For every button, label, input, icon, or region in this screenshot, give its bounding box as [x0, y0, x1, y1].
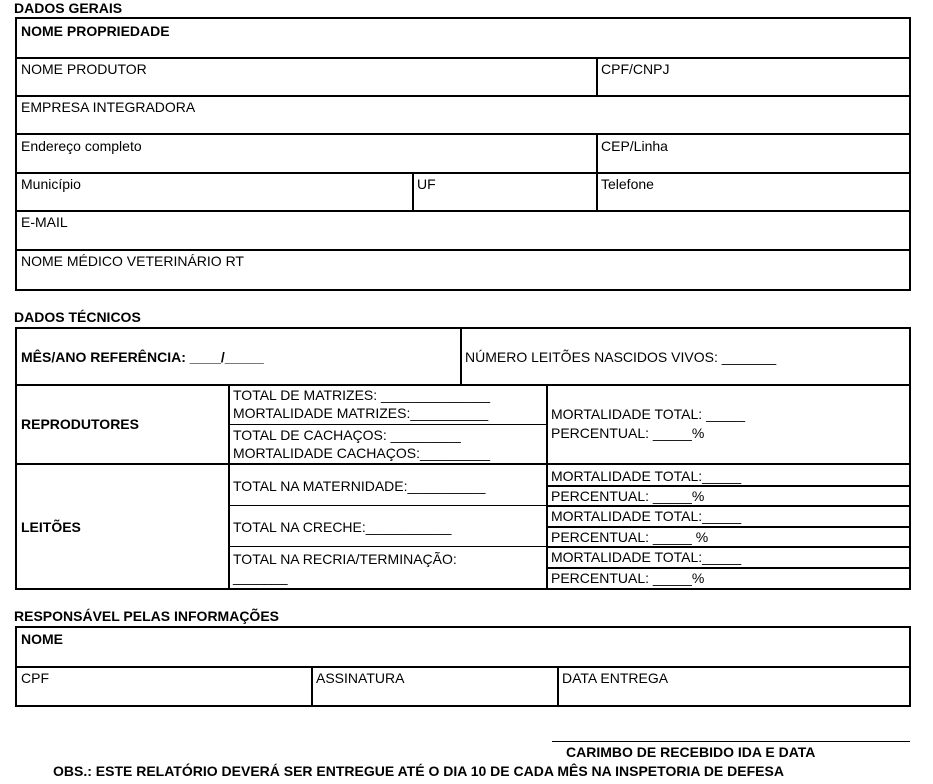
row-divider [228, 505, 548, 506]
row-divider [15, 57, 911, 59]
label-reprodutores: REPRODUTORES [21, 416, 139, 432]
field-total-matrizes[interactable]: TOTAL DE MATRIZES: ______________ [233, 387, 491, 403]
field-mortalidade-matrizes[interactable]: MORTALIDADE MATRIZES:__________ [233, 405, 489, 421]
field-total-recria-terminacao[interactable]: TOTAL NA RECRIA/TERMINAÇÃO: [233, 551, 457, 567]
field-rep-mortalidade-total[interactable]: MORTALIDADE TOTAL: _____ [551, 406, 746, 422]
row-divider [546, 526, 911, 528]
row-divider [15, 210, 911, 212]
field-email[interactable]: E-MAIL [21, 214, 68, 230]
field-data-entrega[interactable]: DATA ENTREGA [562, 670, 669, 686]
col-divider [311, 666, 313, 707]
field-mes-ano-referencia[interactable]: MÊS/ANO REFERÊNCIA: ____/_____ [21, 349, 264, 365]
row-divider [546, 485, 911, 487]
field-endereco[interactable]: Endereço completo [21, 138, 142, 154]
row-divider [546, 567, 911, 569]
row-divider [15, 133, 911, 135]
field-responsavel-nome[interactable]: NOME [21, 631, 63, 647]
field-municipio[interactable]: Município [21, 176, 81, 192]
field-total-cachacos[interactable]: TOTAL DE CACHAÇOS: _________ [233, 427, 461, 443]
section-title-dados-tecnicos: DADOS TÉCNICOS [14, 309, 141, 325]
field-telefone[interactable]: Telefone [601, 176, 654, 192]
field-assinatura[interactable]: ASSINATURA [316, 670, 405, 686]
field-recria-percentual[interactable]: PERCENTUAL: _____% [551, 570, 705, 586]
col-divider [228, 384, 230, 590]
row-divider [546, 505, 911, 507]
field-total-recria-blank[interactable]: _______ [233, 569, 288, 585]
field-rep-percentual[interactable]: PERCENTUAL: _____% [551, 425, 705, 441]
row-divider [15, 384, 911, 386]
field-total-maternidade[interactable]: TOTAL NA MATERNIDADE:__________ [233, 478, 486, 494]
field-empresa-integradora[interactable]: EMPRESA INTEGRADORA [21, 99, 196, 115]
row-divider [15, 463, 911, 465]
col-divider [546, 384, 548, 590]
row-divider [546, 546, 911, 548]
row-divider [15, 666, 911, 668]
field-mortalidade-cachacos[interactable]: MORTALIDADE CACHAÇOS:_________ [233, 445, 491, 461]
field-uf[interactable]: UF [417, 176, 436, 192]
col-divider [596, 57, 598, 97]
field-creche-mortalidade-total[interactable]: MORTALIDADE TOTAL:_____ [551, 508, 742, 524]
field-responsavel-cpf[interactable]: CPF [21, 670, 49, 686]
col-divider [557, 666, 559, 707]
col-divider [412, 172, 414, 212]
section-title-responsavel: RESPONSÁVEL PELAS INFORMAÇÕES [14, 608, 280, 624]
observation-note: OBS.: ESTE RELATÓRIO DEVERÁ SER ENTREGUE ATÉ O DIA 10 DE CADA MÊS NA INSPETORIA DE DEFESA [53, 763, 784, 779]
stamp-label: CARIMBO DE RECEBIDO IDA E DATA [566, 744, 816, 760]
label-leitoes: LEITÕES [21, 519, 81, 535]
field-cep-linha[interactable]: CEP/Linha [601, 138, 668, 154]
field-medico-veterinario[interactable]: NOME MÉDICO VETERINÁRIO RT [21, 253, 244, 269]
col-divider [460, 327, 462, 386]
field-maternidade-mortalidade-total[interactable]: MORTALIDADE TOTAL:_____ [551, 468, 742, 484]
row-divider [15, 172, 911, 174]
field-total-creche[interactable]: TOTAL NA CRECHE:___________ [233, 519, 452, 535]
col-divider [596, 133, 598, 212]
field-creche-percentual[interactable]: PERCENTUAL: _____ % [551, 529, 709, 545]
row-divider [15, 249, 911, 251]
row-divider [228, 424, 548, 425]
field-maternidade-percentual[interactable]: PERCENTUAL: _____% [551, 488, 705, 504]
field-nome-propriedade[interactable]: NOME PROPRIEDADE [21, 23, 170, 39]
field-recria-mortalidade-total[interactable]: MORTALIDADE TOTAL:_____ [551, 549, 742, 565]
stamp-signature-line [552, 741, 910, 742]
field-nome-produtor[interactable]: NOME PRODUTOR [21, 61, 147, 77]
row-divider [228, 546, 548, 547]
section-title-dados-gerais: DADOS GERAIS [14, 0, 123, 16]
field-cpf-cnpj[interactable]: CPF/CNPJ [601, 61, 670, 77]
row-divider [15, 95, 911, 97]
field-leitoes-nascidos-vivos[interactable]: NÚMERO LEITÕES NASCIDOS VIVOS: _______ [465, 349, 777, 365]
